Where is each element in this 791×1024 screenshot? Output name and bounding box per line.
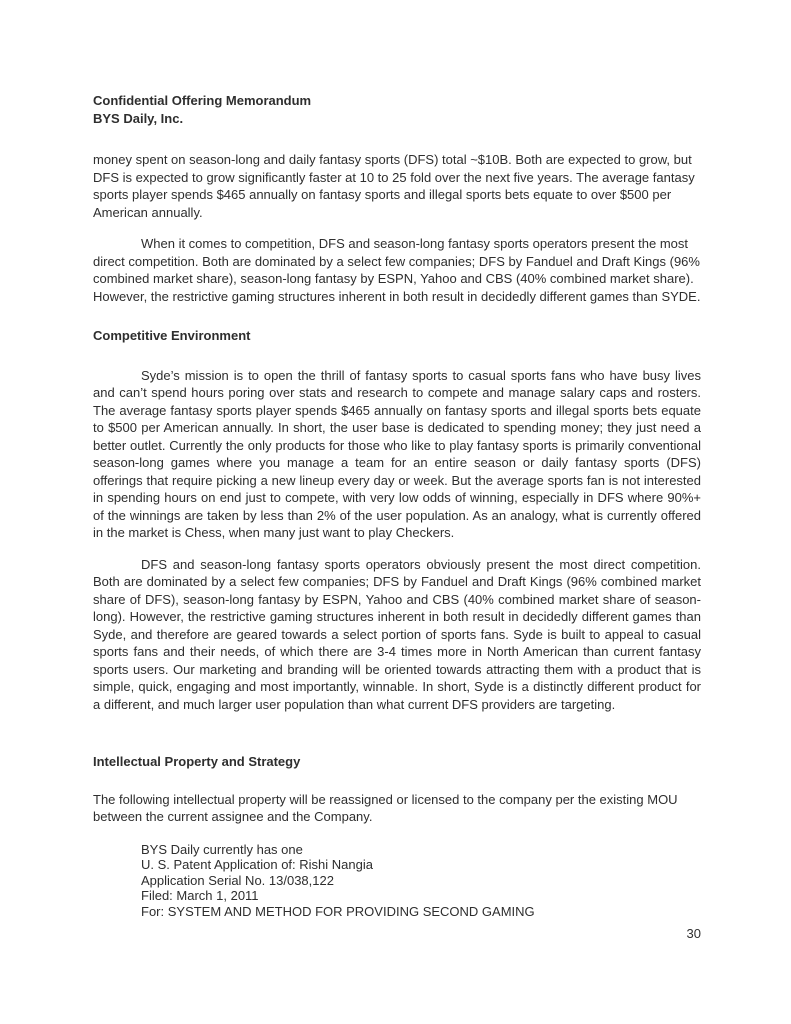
header-company: BYS Daily, Inc. bbox=[93, 110, 184, 126]
patent-line-filed: Filed: March 1, 2011 bbox=[141, 888, 259, 903]
patent-line-for: For: SYSTEM AND METHOD FOR PROVIDING SECOND GAMING bbox=[141, 903, 535, 919]
paragraph-ip-intro: The following intellectual property will be reassigned or licensed to the company per the existing MOU between the current assignee and the Company. bbox=[93, 791, 678, 824]
heading-intellectual-property: Intellectual Property and Strategy bbox=[93, 754, 301, 769]
patent-line-owner: BYS Daily currently has one bbox=[141, 841, 303, 857]
header-title: Confidential Offering Memorandum bbox=[93, 93, 312, 108]
paragraph-syde-mission: Syde’s mission is to open the thrill of fantasy sports to casual sports fans who have busy lives and can’t spend hours poring over stats and research to compete and manage salary caps and rosters. The average fantasy sports player spends $465 annually on fantasy sports and illegal sports bets equate to $500 per American annually. In short, the user base is dedicated to spending money; they just need a better outlet. Currently the only products for those who like to play fantasy sports is primarily conventional season-long games where you manage a team for an entire season or daily fantasy sports (DFS) offerings that require picking a new lineup every day or week. But the average sports fan is not interested in spending hours on end just to compete, with very low odds of winning, especially in DFS where 90%+ of the winnings are taken by less than 2% of the user population. As an analogy, what is currently offered in the market is Chess, when many just want to play Checkers. bbox=[93, 367, 701, 540]
paragraph-competition: When it comes to competition, DFS and season-long fantasy sports operators present the most direct competition. Both are dominated by a select few companies; DFS by Fanduel and Draft Kings (96% combined market share), season-long fantasy by ESPN, Yahoo and CBS (40% combined market share). However, the restrictive gaming structures inherent in both result in decidedly different games than SYDE. bbox=[93, 236, 701, 304]
document-header bbox=[93, 92, 701, 127]
patent-line-applicant: U. S. Patent Application of: Rishi Nangia bbox=[141, 857, 373, 872]
heading-competitive-environment: Competitive Environment bbox=[93, 328, 251, 343]
patent-details bbox=[141, 842, 701, 920]
paragraph-dfs-operators: DFS and season-long fantasy sports operators obviously present the most direct competition. Both are dominated by a select few companies; DFS by Fanduel and Draft Kings (96% combined market share of DFS), season-long fantasy by ESPN, Yahoo and CBS (40% combined market share of season-long). However, the restrictive gaming structures inherent in both result in decidedly different games than Syde, and therefore are geared towards a select portion of sports fans. Syde is built to appeal to casual sports fans and their needs, of which there are 3-4 times more in North American than current fantasy sports users. Our marketing and branding will be oriented towards attracting them with a product that is simple, quick, engaging and most importantly, winnable. In short, Syde is a distinctly different product for a different, and much larger user population than what current DFS providers are targeting. bbox=[93, 556, 701, 712]
paragraph-market-size: money spent on season-long and daily fantasy sports (DFS) total ~$10B. Both are expected to grow, but DFS is expected to grow significantly faster at 10 to 25 fold over the next five years. The average fantasy sports player spends $465 annually on fantasy sports and illegal sports bets equate to over $500 per American annually. bbox=[93, 152, 695, 220]
page-number: 30 bbox=[686, 926, 701, 941]
patent-line-serial: Application Serial No. 13/038,122 bbox=[141, 872, 334, 888]
